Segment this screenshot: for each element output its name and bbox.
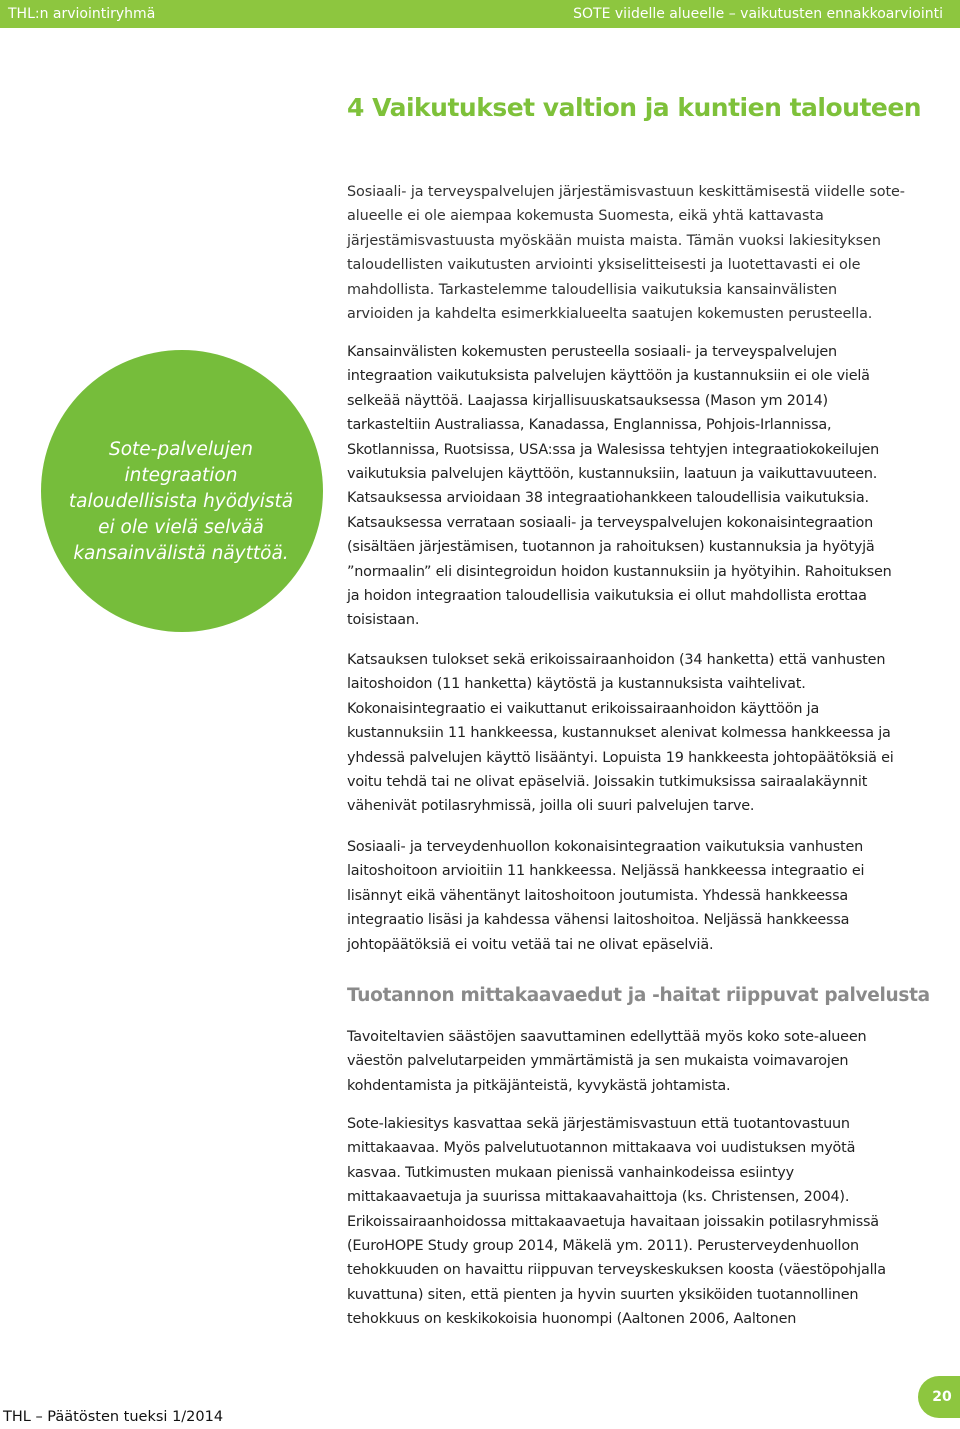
footer-publication: THL – Päätösten tueksi 1/2014 [3, 1409, 224, 1425]
paragraph-elderly-care [347, 835, 907, 957]
paragraph: Katsauksen tulokset sekä erikoissairaanhoidon (34 hanketta) että vanhusten laitoshoidon (11 hanketta) käytöstä ja kustannuksista vaihtelivat. Kokonaisintegraatio ei vaikuttanut erikoissairaanhoidon käyttöön ja kustannuksiin 11 hankkeessa, kustannukset alenivat kolmessa hankkeessa ja yhdessä palvelujen käyttö lisääntyi. Lopuista 19 hankkeesta johtopäätöksiä ei voitu tehdä tai ne olivat epäselviä. Joissakin tutkimuksissa sairaalakäynnit vähenivät potilasryhmissä, joilla oli suuri palvelujen tarve. [347, 652, 894, 815]
running-header [0, 0, 960, 28]
intro-paragraph: Sosiaali- ja terveyspalvelujen järjestämisvastuun keskittämisestä viidelle sote-alueelle ei ole aiempaa kokemusta Suomesta, eikä yhtä kattavasta järjestämisvastuusta myöskään muista maista. Tämän vuoksi lakiesityksen taloudellisten vaikutusten arviointi yksiselitteisesti ja luotettavasti ei ole mahdollista. Tarkastelemme taloudellisia vaikutuksia kansainvälisten arvioiden ja kahdelta esimerkkialueelta saatujen kokemusten perusteella. [347, 184, 905, 323]
paragraph-scale [347, 1112, 907, 1332]
page-number-badge [918, 1376, 960, 1418]
paragraph-results [347, 648, 907, 819]
paragraph: Tavoiteltavien säästöjen saavuttaminen edellyttää myös koko sote-alueen väestön palvelutarpeiden ymmärtämistä ja sen mukaista voimavarojen kohdentamista ja pitkäjänteistä, kyvykästä johtamista. [347, 1029, 867, 1094]
chapter-title: 4 Vaikutukset valtion ja kuntien talouteen [347, 93, 922, 122]
section-subheading: Tuotannon mittakaavaedut ja -haitat riippuvat palvelusta [347, 985, 930, 1006]
paragraph: Sote-lakiesitys kasvattaa sekä järjestämisvastuun että tuotantovastuun mittakaavaa. Myös palvelutuotannon mittakaava voi uudistuksen myötä kasvaa. Tutkimusten mukaan pienissä vanhainkodeissa esiintyy mittakaavaetuja ja suurissa mittakaavahaittoja (ks. Christensen, 2004). Erikoissairaanhoidossa mittakaavaetuja havaitaan joissakin potilasryhmissä (EuroHOPE Study group 2014, Mäkelä ym. 2011). Perusterveydenhuollon tehokkuuden on havaittu riippuvan terveyskeskuksen koosta (väestöpohjalla kuvattuna) siten, että pienten ja hyvin suurten yksiköiden tuotannollinen tehokkuus on keskikokoisia huonompi (Aaltonen 2006, Aaltonen [347, 1116, 886, 1328]
page-number: 20 [932, 1389, 952, 1405]
highlight-text: Sote-palvelujen integraation taloudellisista hyödyistä ei ole vielä selvää kansainvälistä näyttöä. [68, 439, 294, 564]
header-left: THL:n arviointiryhmä [8, 6, 156, 22]
paragraph: Sosiaali- ja terveydenhuollon kokonaisintegraation vaikutuksia vanhusten laitoshoitoon arvioitiin 11 hankkeessa. Neljässä hankkeessa integraatio ei lisännyt eikä vähentänyt laitoshoitoon joutumista. Yhdessä hankkeessa integraatio lisäsi ja kahdessa vähensi laitoshoitoa. Neljässä hankkeessa johtopäätöksiä ei voitu vetää tai ne olivat epäselviä. [347, 839, 865, 953]
paragraph-international [347, 340, 907, 633]
paragraph-savings [347, 1025, 907, 1098]
header-right: SOTE viidelle alueelle – vaikutusten ennakkoarviointi [573, 6, 943, 22]
paragraph: Kansainvälisten kokemusten perusteella sosiaali- ja terveyspalvelujen integraation vaikutuksista palvelujen käyttöön ja kustannuksiin ei ole vielä selkeää näyttöä. Laajassa kirjallisuuskatsauksessa (Mason ym 2014) tarkasteltiin Australiassa, Kanadassa, Englannissa, Pohjois-Irlannissa, Skotlannissa, Ruotsissa, USA:ssa ja Walesissa tehtyjen integraatiokokeilujen vaikutuksia palvelujen käyttöön, kustannuksiin, laatuun ja vaikuttavuuteen. Katsauksessa arvioidaan 38 integraatiohankkeen taloudellisia vaikutuksia. Katsauksessa verrataan sosiaali- ja terveyspalvelujen kokonaisintegraation (sisältäen järjestämisen, tuotannon ja rahoituksen) kustannuksia ja hyötyjä ”normaalin” eli disintegroidun hoidon kustannuksiin ja hyötyihin. Rahoituksen ja hoidon integraation taloudellisia vaikutuksia ei ollut mahdollista erottaa toisistaan. [347, 344, 892, 629]
